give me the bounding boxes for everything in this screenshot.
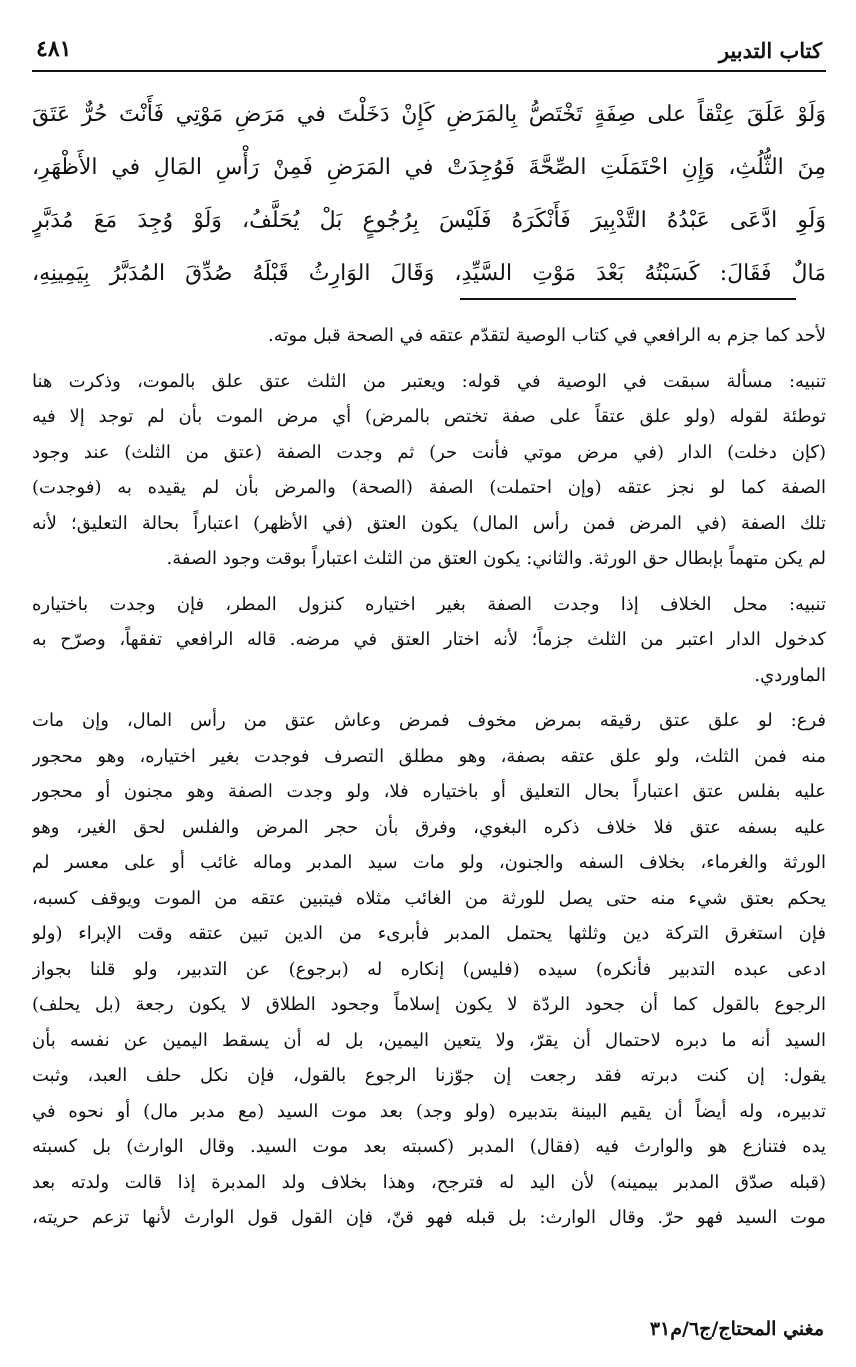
commentary-line: تلك الصفة (في المرض فمن رأس المال) يكون العتق (في الأظهر) اعتباراً بحالة التعليق؛ لأنه	[32, 512, 826, 534]
commentary-line: عليه بسفه عتق فلا خلاف ذكره البغوي، وفرق بأن حجر المرض والفلس لحق الغير، وهو	[32, 816, 826, 838]
commentary-paragraph	[32, 318, 826, 354]
commentary-line: يقول: إن كنت دبرته فقد رجعت إن جوّزنا الرجوع بالقول، فإن نكل حلف العبد، وثبت	[32, 1065, 826, 1086]
matn-line: مَالٌ فَقَالَ: كَسَبْتُهُ بَعْدَ مَوْتِ السَّيِّدِ، وَقَالَ الوَارِثُ قَبْلَهُ صُدِّقَ المُدَبَّرُ بِيَمِينِهِ،	[32, 261, 826, 286]
commentary-line: يحكم بعتق شيء منه حتى يصل للورثة من الغائب مثلاه فيتبين عتقه من الموت ويوقف كسبه،	[32, 887, 826, 909]
commentary-line: لم يكن متهماً بإبطال حق الورثة. والثاني: يكون العتق من الثلث اعتباراً بوقت وجود الصفة.	[166, 548, 826, 569]
commentary-line: (كإن دخلت) الدار (في مرض موتي فأنت حر) ثم وجدت الصفة (عتق من الثلث) عند وجود	[32, 441, 826, 463]
tanbih-paragraph	[32, 364, 826, 577]
matn-separator-rule	[460, 298, 796, 300]
far-paragraph	[32, 703, 826, 1236]
commentary-line: (قبله صدّق المدبر بيمينه) لأن اليد له فترجح، وهذا بخلاف ولد المدبرة إذا قالت ولدته بعد	[32, 1171, 826, 1193]
tanbih-paragraph	[32, 587, 826, 694]
commentary-line: منه فمن الثلث، ولو علق عتقه بصفة، وهو مطلق التصرف فوجدت بغير اختياره، وهو محجور	[32, 745, 826, 767]
commentary-line: كدخول الدار اعتبر من الثلث جزماً؛ لأنه اختار العتق في مرضه. قاله الرافعي تفقهاً، وصرّح به	[32, 629, 826, 650]
footer-signature: مغني المحتاج/ج٦/م٣١	[649, 1318, 824, 1340]
commentary-line: الورثة والغرماء، بخلاف السفه والجنون، ولو مات سيد المدبر وماله غائب أو على معسر لم	[32, 852, 826, 873]
commentary-line: توطئة لقوله (ولو علق عتقاً على صفة تختص بالمرض) أي مرض الموت بأن لم توجد إلا فيه	[32, 406, 826, 427]
commentary-line: تنبيه: محل الخلاف إذا وجدت الصفة بغير اختياره كنزول المطر، فإن وجدت باختياره	[32, 593, 826, 615]
commentary-line: ادعى عبده التدبير فأنكره) سيده (فليس) إنكاره له (برجوع) عن التدبير، ولو قلنا بجواز	[32, 958, 826, 980]
commentary-line: فإن استغرق التركة دين وثلثها يحتمل المدبر فأبرىء من الدين تبين عتقه وقت الإبراء (ولو	[32, 923, 826, 944]
commentary-line: موت السيد فهو حرّ. وقال الوارث: بل قبله فهو قنّ، فإن القول قول الوارث لأنها تزعم حريته،	[32, 1207, 826, 1228]
commentary-text	[32, 318, 826, 1246]
commentary-line: الماوردي.	[754, 664, 826, 686]
commentary-line: الصفة كما لو نجز عتقه (وإن احتملت) الصفة (الصحة) والمرض بأن لم يقيده به (فوجدت)	[32, 477, 826, 498]
commentary-line: السيد أنه ما دبره لاحتمال أن يقرّ، ولا يتعين اليمين، بل له أن يسقط اليمين عن نفسه بأن	[32, 1029, 826, 1051]
commentary-line: تدبيره، وله أيضاً أن يقيم البينة بتدبيره (ولو وجد) بعد موت السيد (مع مدبر مال) أو نحوه في	[32, 1100, 826, 1122]
commentary-line: عليه بفلس عتق اعتباراً بحال التعليق أو باختياره فلا، ولو وجدت الصفة وهو مجنون أو محجور	[32, 781, 826, 802]
running-title: كتاب التدبير	[718, 38, 822, 63]
matn-line: مِنَ الثُّلُثِ، وَإِنِ احْتَمَلَتِ الصِّحَّةَ فَوُجِدَتْ في المَرَضِ فَمِنْ رَأْسِ المَالِ في الأَظْهَرِ،	[32, 155, 826, 180]
commentary-line: يده فتنازع هو والوارث فيه (فقال) المدبر (كسبته بعد موت السيد. وقال الوارث) بل كسبته	[32, 1136, 826, 1157]
matn-line: وَلَوْ عَلَقَ عِتْقاً على صِفَةٍ تَخْتَصُّ بِالمَرَضِ كَإِنْ دَخَلْتَ في مَرَضِ مَوْتِي فَأَنْتَ حُرٌّ عَتَقَ	[32, 102, 826, 127]
commentary-line: تنبيه: مسألة سبقت في الوصية في قوله: ويعتبر من الثلث عتق علق بالموت، وذكرت هنا	[32, 370, 826, 392]
matn-text	[32, 88, 826, 300]
commentary-line: لأحد كما جزم به الرافعي في كتاب الوصية لتقدّم عتقه في الصحة قبل موته.	[268, 325, 826, 346]
matn-line: وَلَوِ ادَّعَى عَبْدُهُ التَّدْبِيرَ فَأَنْكَرَهُ فَلَيْسَ بِرُجُوعٍ بَلْ يُحَلَّفُ، وَلَوْ وُجِدَ مَعَ مُدَبَّرٍ	[32, 208, 826, 233]
commentary-line: الرجوع بالقول كما أن جحود الردّة لا يكون إسلاماً وجحود الطلاق لا يكون رجعة (بل يحلف)	[32, 994, 826, 1015]
commentary-line: فرع: لو علق عتق رقيقه بمرض مخوف فمرض وعاش عتق من رأس المال، وإن مات	[32, 710, 826, 731]
page-number: ٤٨١	[36, 36, 72, 62]
page-header	[32, 30, 826, 72]
